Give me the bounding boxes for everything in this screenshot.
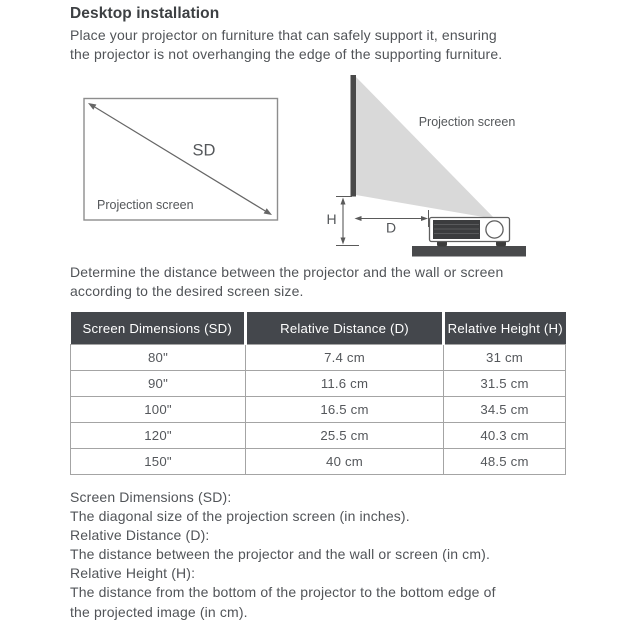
h-label: H: [326, 211, 337, 227]
height-cell: 40.3 cm: [444, 423, 566, 449]
determine-line-2: according to the desired screen size.: [70, 283, 304, 300]
table-row: [71, 345, 566, 371]
sd-cell: 150": [71, 449, 246, 475]
definition-line: The distance between the projector and the wall or screen (in cm).: [70, 546, 490, 563]
screen-size-diagram: [84, 99, 278, 221]
sd-cell: 80": [71, 345, 246, 371]
d-arrow-left: [355, 216, 362, 221]
definition-line: Relative Distance (D):: [70, 527, 210, 544]
height-cell: 34.5 cm: [444, 397, 566, 423]
determine-line-1: Determine the distance between the projector and the wall or screen: [70, 264, 504, 280]
sd-cell: 120": [71, 423, 246, 449]
height-cell: 31 cm: [444, 345, 566, 371]
distance-table: [70, 312, 566, 475]
projection-side-diagram: [326, 75, 526, 257]
d-label: D: [385, 219, 397, 236]
d-arrow-right: [421, 216, 428, 221]
table-row: [71, 449, 566, 475]
height-cell: 48.5 cm: [444, 449, 566, 475]
projector: [412, 218, 526, 257]
sd-cell: 90": [71, 371, 246, 397]
table-row: [71, 371, 566, 397]
distance-cell: 11.6 cm: [246, 371, 444, 397]
h-arrow-up: [341, 198, 346, 205]
definition-line: Relative Height (H):: [70, 565, 196, 582]
header-screen-dimensions: Screen Dimensions (SD): [71, 312, 246, 345]
sd-cell: 100": [71, 397, 246, 423]
definition-line: The diagonal size of the projection screen (in inches).: [70, 508, 410, 525]
side-screen-caption: Projection screen: [418, 115, 516, 129]
screen-caption: Projection screen: [97, 198, 194, 212]
intro-paragraph: [70, 26, 502, 65]
header-relative-height: Relative Height (H): [444, 312, 566, 345]
determine-paragraph: [70, 263, 503, 302]
table-row: [71, 423, 566, 449]
projector-lens: [486, 221, 503, 238]
table-base: [412, 246, 526, 257]
projection-screen-bar: [351, 75, 357, 197]
height-cell: 31.5 cm: [444, 371, 566, 397]
intro-line-1: Place your projector on furniture that can safely support it, ensuring: [70, 27, 497, 43]
definition-line: Screen Dimensions (SD):: [70, 489, 232, 505]
definitions-section: [70, 488, 496, 622]
definition-line: the projected image (in cm).: [70, 603, 248, 620]
distance-cell: 7.4 cm: [246, 345, 444, 371]
table-row: [71, 397, 566, 423]
installation-diagrams: [55, 60, 575, 265]
definition-line: The distance from the bottom of the projector to the bottom edge of: [70, 584, 496, 601]
distance-cell: 40 cm: [246, 449, 444, 475]
page-title: Desktop installation: [70, 5, 220, 22]
distance-cell: 16.5 cm: [246, 397, 444, 423]
distance-cell: 25.5 cm: [246, 423, 444, 449]
projection-beam: [356, 77, 495, 219]
h-arrow-down: [341, 238, 346, 245]
intro-line-2: the projector is not overhanging the edge of the supporting furniture.: [70, 46, 503, 63]
sd-label: SD: [192, 141, 216, 160]
header-relative-distance: Relative Distance (D): [246, 312, 444, 345]
table-header-row: [71, 312, 566, 345]
